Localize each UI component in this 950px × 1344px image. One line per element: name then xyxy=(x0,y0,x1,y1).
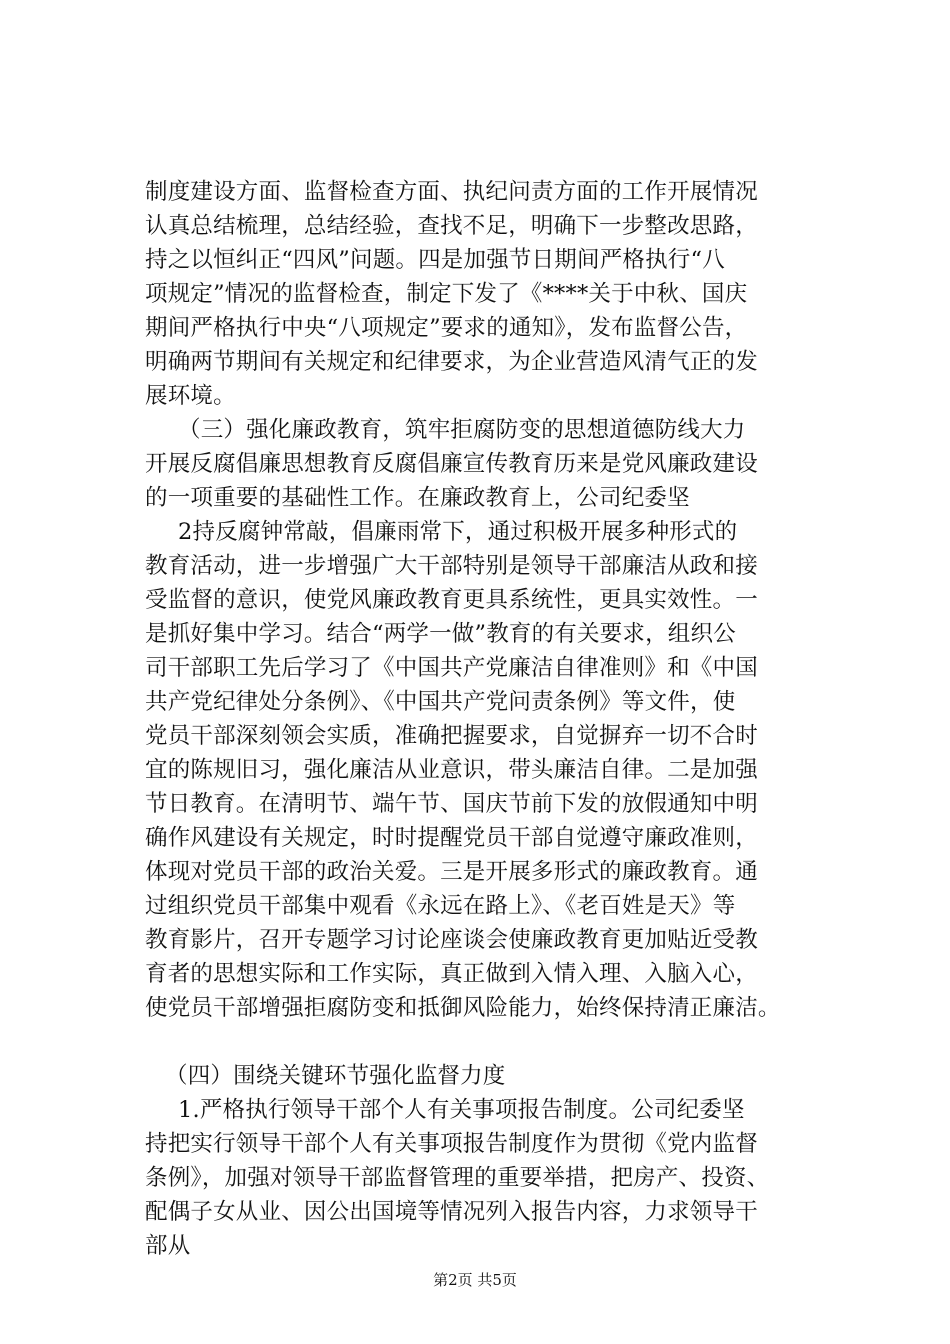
text-line: 2持反腐钟常敲，倡廉雨常下，通过积极开展多种形式的 xyxy=(178,519,738,545)
text-line: 制度建设方面、监督检查方面、执纪问责方面的工作开展情况 xyxy=(145,179,758,205)
text-line: 部从 xyxy=(145,1233,191,1259)
text-line: 教育活动，进一步增强广大干部特别是领导干部廉洁从政和接 xyxy=(145,553,758,579)
text-line: 持把实行领导干部个人有关事项报告制度作为贯彻《党内监督 xyxy=(145,1131,758,1157)
text-line: 党员干部深刻领会实质，准确把握要求，自觉摒弃一切不合时 xyxy=(145,723,758,749)
text-line: 条例》，加强对领导干部监督管理的重要举措，把房产、投资、 xyxy=(145,1165,770,1191)
text-line: 项规定”情况的监督检查，制定下发了《****关于中秋、国庆 xyxy=(145,281,748,307)
text-line: 共产党纪律处分条例》、《中国共产党问责条例》等文件，使 xyxy=(145,689,736,715)
text-line: 节日教育。在清明节、端午节、国庆节前下发的放假通知中明 xyxy=(145,791,758,817)
page-number-footer: 第2页 共5页 xyxy=(433,1271,517,1289)
text-line: 确作风建设有关规定，时时提醒党员干部自觉遵守廉政准则， xyxy=(145,825,758,851)
text-line: 育者的思想实际和工作实际，真正做到入情入理、入脑入心， xyxy=(145,961,758,987)
text-line: 开展反腐倡廉思想教育反腐倡廉宣传教育历来是党风廉政建设 xyxy=(145,451,758,477)
text-line: 是抓好集中学习。结合“两学一做”教育的有关要求，组织公 xyxy=(145,621,736,647)
section-heading: （三）强化廉政教育，筑牢拒腐防变的思想道德防线大力 xyxy=(178,417,746,443)
text-line: 教育影片，召开专题学习讨论座谈会使廉政教育更加贴近受教 xyxy=(145,927,758,953)
text-line: 体现对党员干部的政治关爱。三是开展多形式的廉政教育。通 xyxy=(145,859,758,885)
text-line: 持之以恒纠正“四风”问题。四是加强节日期间严格执行“八 xyxy=(145,247,725,273)
section-heading: （四）围绕关键环节强化监督力度 xyxy=(165,1063,506,1089)
text-line: 展环境。 xyxy=(145,383,236,409)
text-line: 宜的陈规旧习，强化廉洁从业意识，带头廉洁自律。二是加强 xyxy=(145,757,758,783)
text-line: 的一项重要的基础性工作。在廉政教育上，公司纪委坚 xyxy=(145,485,690,511)
text-line: 期间严格执行中央“八项规定”要求的通知》，发布监督公告， xyxy=(145,315,748,341)
text-line: 配偶子女从业、因公出国境等情况列入报告内容，力求领导干 xyxy=(145,1199,758,1225)
text-line: 过组织党员干部集中观看《永远在路上》、《老百姓是天》等 xyxy=(145,893,736,919)
text-line: 受监督的意识，使党风廉政教育更具系统性，更具实效性。一 xyxy=(145,587,758,613)
text-line: 1.严格执行领导干部个人有关事项报告制度。公司纪委坚 xyxy=(178,1097,745,1123)
text-line: 使党员干部增强拒腐防变和抵御风险能力，始终保持清正廉洁。 xyxy=(145,995,781,1021)
text-line: 明确两节期间有关规定和纪律要求，为企业营造风清气正的发 xyxy=(145,349,758,375)
text-line: 认真总结梳理，总结经验，查找不足，明确下一步整改思路， xyxy=(145,213,758,239)
text-line: 司干部职工先后学习了《中国共产党廉洁自律准则》和《中国 xyxy=(145,655,758,681)
